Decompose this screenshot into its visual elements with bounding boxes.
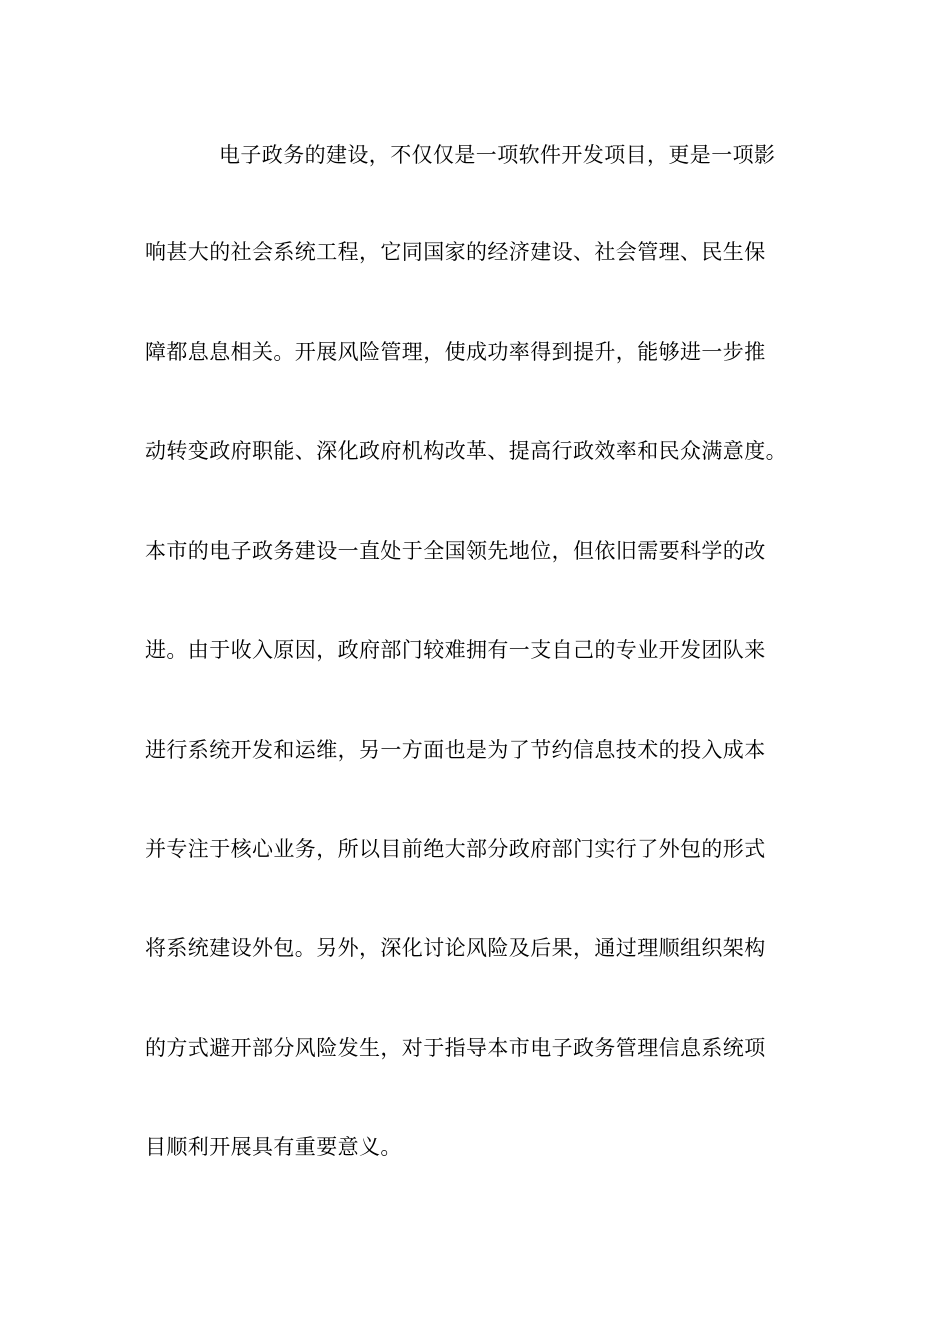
paragraph-line: 的方式避开部分风险发生，对于指导本市电子政务管理信息系统项 xyxy=(145,1036,766,1060)
paragraph-line: 并专注于核心业务，所以目前绝大部分政府部门实行了外包的形式 xyxy=(145,837,766,861)
paragraph-line: 目顺利开展具有重要意义。 xyxy=(145,1135,402,1159)
paragraph-line: 电子政务的建设，不仅仅是一项软件开发项目，更是一项影 xyxy=(219,143,776,167)
paragraph-line: 本市的电子政务建设一直处于全国领先地位，但依旧需要科学的改 xyxy=(145,539,766,563)
paragraph-line: 响甚大的社会系统工程，它同国家的经济建设、社会管理、民生保 xyxy=(145,240,766,264)
paragraph-line: 进。由于收入原因，政府部门较难拥有一支自己的专业开发团队来 xyxy=(145,638,766,662)
paragraph-line: 进行系统开发和运维，另一方面也是为了节约信息技术的投入成本 xyxy=(145,738,766,762)
paragraph-line: 障都息息相关。开展风险管理，使成功率得到提升，能够进一步推 xyxy=(145,340,766,364)
paragraph-line: 动转变政府职能、深化政府机构改革、提高行政效率和民众满意度。 xyxy=(145,439,787,463)
paragraph-line: 将系统建设外包。另外，深化讨论风险及后果，通过理顺组织架构 xyxy=(145,936,766,960)
